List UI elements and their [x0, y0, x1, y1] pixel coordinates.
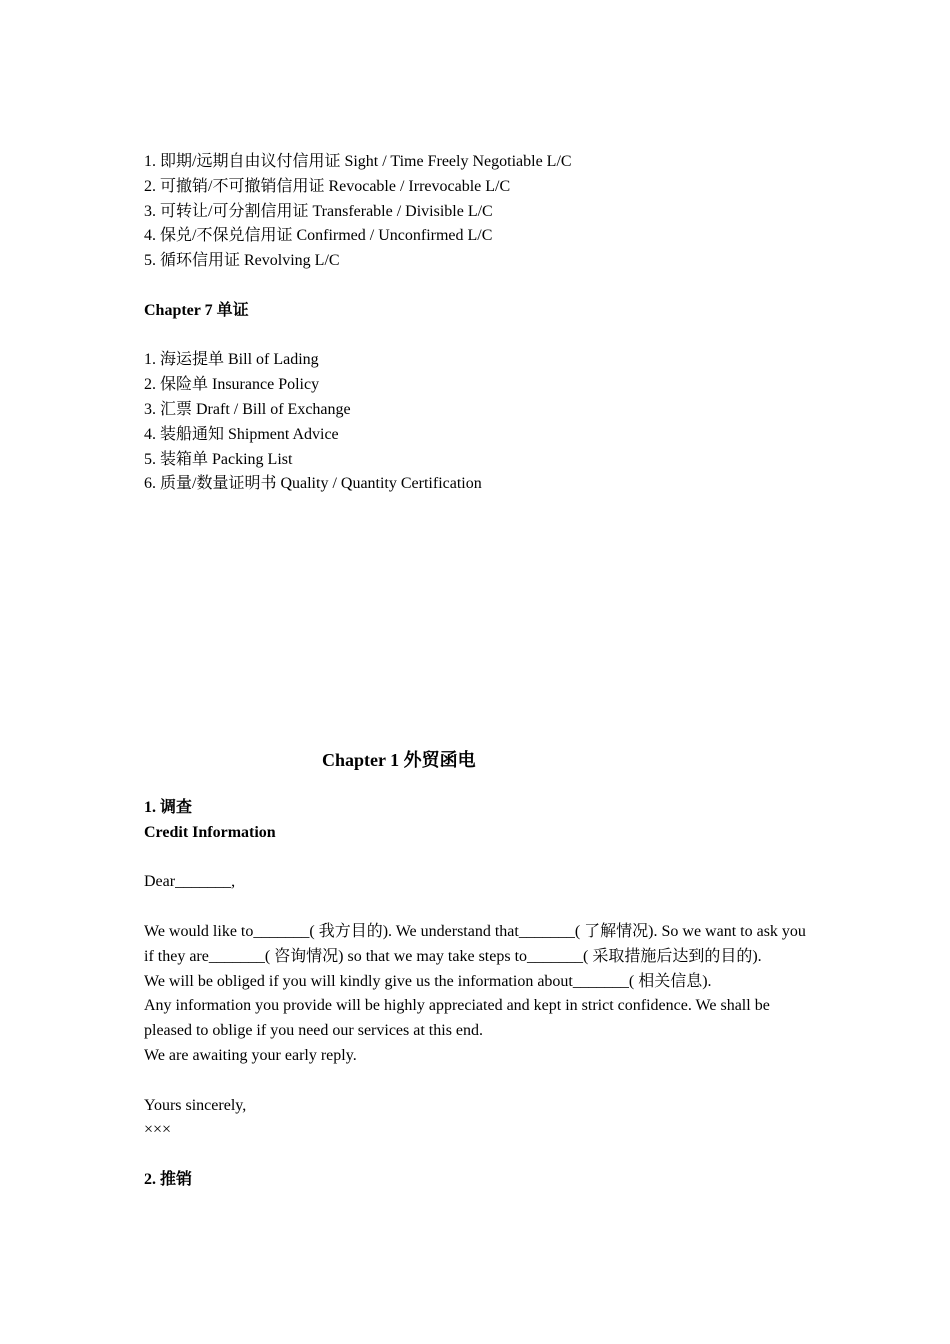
lc-item-5: 5. 循环信用证 Revolving L/C	[144, 252, 340, 270]
salutation: Dear_______,	[144, 873, 236, 891]
section1-heading: 1. 调查	[144, 799, 193, 816]
chapter7-item-6: 6. 质量/数量证明书 Quality / Quantity Certification	[144, 475, 482, 493]
letter-paragraph-2: We will be obliged if you will kindly give us the information about_______( 相关信息).	[144, 972, 712, 990]
closing: Yours sincerely,	[144, 1096, 247, 1114]
letter-paragraph-1: We would like to_______( 我方目的). We understand that_______( 了解情况). So we want to ask you if they are_______( 咨询情况) so that we may take steps to_______( 采取措施后达到的目的).	[144, 922, 806, 965]
chapter1-title: Chapter 1 外贸函电	[322, 750, 476, 770]
chapter7-item-4: 4. 装船通知 Shipment Advice	[144, 425, 339, 443]
chapter7-item-3: 3. 汇票 Draft / Bill of Exchange	[144, 400, 351, 418]
letter-paragraph-3: Any information you provide will be highly appreciated and kept in strict confidence. We shall be pleased to oblige if you need our services at this end.	[144, 997, 770, 1040]
chapter7-item-2: 2. 保险单 Insurance Policy	[144, 376, 320, 394]
chapter7-heading: Chapter 7 单证	[144, 301, 249, 319]
chapter7-item-5: 5. 装箱单 Packing List	[144, 450, 293, 468]
lc-item-1: 1. 即期/远期自由议付信用证 Sight / Time Freely Negotiable L/C	[144, 153, 572, 170]
section2-heading: 2. 推销	[144, 1170, 193, 1188]
lc-item-4: 4. 保兑/不保兑信用证 Confirmed / Unconfirmed L/C	[144, 227, 493, 245]
signature: ×××	[144, 1121, 172, 1139]
lc-item-3: 3. 可转让/可分割信用证 Transferable / Divisible L/C	[144, 202, 493, 220]
chapter7-item-1: 1. 海运提单 Bill of Lading	[144, 351, 319, 369]
section1-subheading: Credit Information	[144, 823, 276, 841]
lc-item-2: 2. 可撤销/不可撤销信用证 Revocable / Irrevocable L/C	[144, 177, 511, 195]
document-top	[144, 150, 806, 497]
letter-paragraph-4: We are awaiting your early reply.	[144, 1046, 357, 1064]
chapter1-body	[144, 796, 806, 1193]
